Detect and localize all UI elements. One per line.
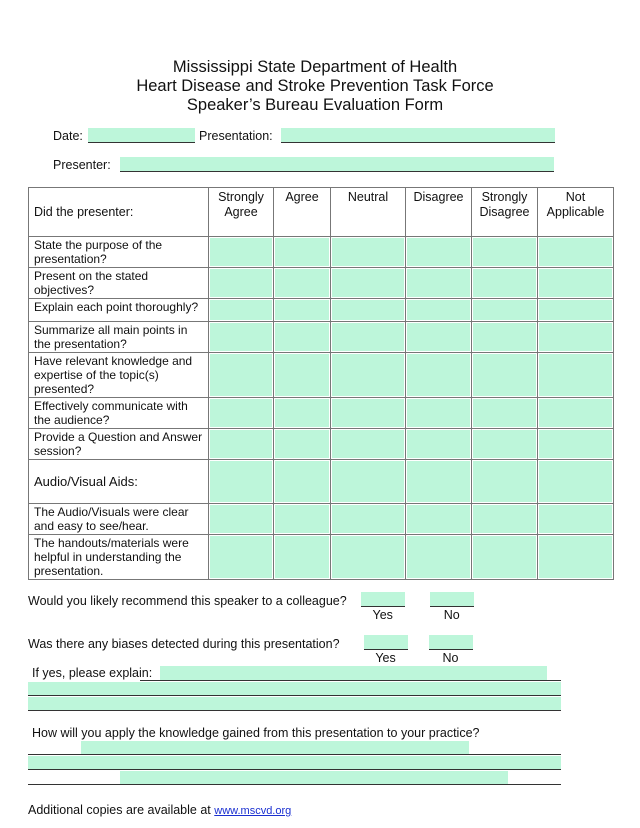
rating-cell[interactable]: [472, 398, 538, 429]
rating-cell[interactable]: [472, 353, 538, 398]
rating-cell[interactable]: [331, 429, 406, 460]
footer-label: Additional copies are available at: [28, 803, 211, 817]
rating-cell[interactable]: [331, 237, 406, 268]
presentation-label: Presentation:: [199, 129, 273, 143]
explain-field-1[interactable]: [160, 666, 547, 680]
recommend-yes-label: Yes: [372, 608, 393, 622]
rating-cell[interactable]: [538, 299, 614, 322]
rating-field[interactable]: [332, 536, 404, 578]
bias-question: Was there any biases detected during this presentation?: [28, 637, 340, 651]
rating-field[interactable]: [539, 354, 612, 396]
rating-field[interactable]: [210, 399, 272, 427]
row-question: Present on the stated objectives?: [29, 268, 209, 299]
rating-field[interactable]: [332, 354, 404, 396]
rating-cell[interactable]: [406, 398, 472, 429]
rating-field[interactable]: [210, 430, 272, 458]
rating-field[interactable]: [473, 323, 536, 351]
row-question: Explain each point thoroughly?: [29, 299, 209, 322]
table-row: [29, 237, 614, 268]
recommend-no-field[interactable]: [430, 592, 474, 607]
rating-field[interactable]: [473, 238, 536, 266]
table-row: [29, 429, 614, 460]
rating-field[interactable]: [332, 461, 404, 502]
rating-field[interactable]: [275, 238, 329, 266]
rating-cell[interactable]: [331, 268, 406, 299]
rating-field[interactable]: [210, 269, 272, 297]
rating-field[interactable]: [539, 269, 612, 297]
rating-field[interactable]: [539, 300, 612, 320]
rating-field[interactable]: [210, 238, 272, 266]
rating-field[interactable]: [407, 238, 470, 266]
rating-field[interactable]: [332, 269, 404, 297]
rating-cell[interactable]: [406, 268, 472, 299]
rating-field[interactable]: [473, 461, 536, 502]
form-body: [28, 187, 613, 819]
rating-cell[interactable]: [331, 460, 406, 504]
rating-cell[interactable]: [472, 299, 538, 322]
rating-cell[interactable]: [406, 353, 472, 398]
bias-row: [28, 635, 613, 666]
rating-field[interactable]: [332, 238, 404, 266]
title-line-1: Mississippi State Department of Health: [172, 58, 458, 76]
rating-field[interactable]: [473, 430, 536, 458]
column-header: Strongly Disagree: [472, 188, 538, 237]
recommend-row: [28, 592, 613, 623]
rating-field[interactable]: [473, 269, 536, 297]
rating-field[interactable]: [473, 505, 536, 533]
table-row: [29, 504, 614, 535]
recommend-yes: [361, 592, 405, 623]
rating-cell[interactable]: [331, 353, 406, 398]
rating-field[interactable]: [473, 354, 536, 396]
rating-cell[interactable]: [406, 299, 472, 322]
rating-field[interactable]: [407, 269, 470, 297]
recommend-no: [430, 592, 474, 623]
rating-field[interactable]: [407, 323, 470, 351]
recommend-yes-field[interactable]: [361, 592, 405, 607]
rating-cell[interactable]: [274, 429, 331, 460]
rating-cell[interactable]: [209, 398, 274, 429]
rating-cell[interactable]: [331, 535, 406, 580]
bias-yes-label: Yes: [375, 651, 396, 665]
rating-cell[interactable]: [538, 322, 614, 353]
row-question: Summarize all main points in the presentation?: [29, 322, 209, 353]
rating-field[interactable]: [332, 300, 404, 320]
table-row: [29, 460, 614, 504]
rating-field[interactable]: [407, 505, 470, 533]
rating-cell[interactable]: [209, 237, 274, 268]
row-question: The handouts/materials were helpful in understanding the presentation.: [29, 535, 209, 580]
row-question: The Audio/Visuals were clear and easy to see/hear.: [29, 504, 209, 535]
rating-field[interactable]: [275, 399, 329, 427]
rating-cell[interactable]: [209, 299, 274, 322]
rating-field[interactable]: [275, 505, 329, 533]
rating-cell[interactable]: [406, 460, 472, 504]
rating-cell[interactable]: [274, 237, 331, 268]
column-header: Not Applicable: [538, 188, 614, 237]
rating-cell[interactable]: [274, 353, 331, 398]
column-header: Disagree: [406, 188, 472, 237]
rating-field[interactable]: [332, 323, 404, 351]
rating-cell[interactable]: [274, 535, 331, 580]
recommend-no-label: No: [443, 608, 460, 622]
rating-cell[interactable]: [538, 237, 614, 268]
header-did-the-presenter: Did the presenter:: [29, 188, 209, 237]
apply-field-1[interactable]: [81, 741, 469, 754]
rating-cell[interactable]: [274, 398, 331, 429]
column-header: Neutral: [331, 188, 406, 237]
rating-cell[interactable]: [472, 429, 538, 460]
rating-cell[interactable]: [472, 535, 538, 580]
rating-field[interactable]: [539, 238, 612, 266]
rating-cell[interactable]: [538, 429, 614, 460]
rating-field[interactable]: [275, 430, 329, 458]
table-row: [29, 322, 614, 353]
rating-field[interactable]: [539, 399, 612, 427]
rating-field[interactable]: [210, 505, 272, 533]
apply-underline-3: [28, 784, 561, 785]
date-label: Date:: [53, 129, 83, 143]
rating-field[interactable]: [275, 354, 329, 396]
rating-cell[interactable]: [538, 535, 614, 580]
rating-cell[interactable]: [472, 237, 538, 268]
rating-cell[interactable]: [538, 460, 614, 504]
rating-field[interactable]: [332, 399, 404, 427]
row-question: Have relevant knowledge and expertise of the topic(s) presented?: [29, 353, 209, 398]
recommend-question: Would you likely recommend this speaker to a colleague?: [28, 594, 347, 608]
footer-text: [28, 803, 613, 819]
rating-cell[interactable]: [209, 504, 274, 535]
rating-cell[interactable]: [209, 460, 274, 504]
rating-field[interactable]: [210, 323, 272, 351]
rating-cell[interactable]: [209, 429, 274, 460]
website-link[interactable]: www.mscvd.org: [214, 805, 292, 817]
rating-cell[interactable]: [472, 460, 538, 504]
apply-field-3[interactable]: [120, 771, 508, 784]
title-line-3: Speaker’s Bureau Evaluation Form: [186, 96, 444, 114]
column-header: Agree: [274, 188, 331, 237]
rating-cell[interactable]: [406, 504, 472, 535]
table-row: [29, 535, 614, 580]
table-row: [29, 299, 614, 322]
rating-field[interactable]: [407, 461, 470, 502]
rating-field[interactable]: [539, 461, 612, 502]
rating-field[interactable]: [407, 399, 470, 427]
rating-cell[interactable]: [209, 535, 274, 580]
rating-cell[interactable]: [274, 504, 331, 535]
rating-cell[interactable]: [209, 322, 274, 353]
rating-field[interactable]: [473, 536, 536, 578]
rating-cell[interactable]: [209, 353, 274, 398]
rating-cell[interactable]: [274, 268, 331, 299]
rating-field[interactable]: [275, 323, 329, 351]
explain-underline: [140, 680, 561, 681]
explain-field-3[interactable]: [28, 697, 561, 711]
explain-label: If yes, please explain:: [32, 666, 153, 680]
explain-block: [28, 666, 613, 712]
rating-cell[interactable]: [538, 268, 614, 299]
column-header: Strongly Agree: [209, 188, 274, 237]
table-row: [29, 398, 614, 429]
evaluation-table: [28, 187, 614, 580]
apply-field-2[interactable]: [28, 756, 561, 770]
rating-field[interactable]: [407, 354, 470, 396]
rating-field[interactable]: [407, 430, 470, 458]
rating-cell[interactable]: [274, 299, 331, 322]
presenter-label: Presenter:: [53, 158, 111, 172]
rating-cell[interactable]: [331, 299, 406, 322]
table-row: [29, 268, 614, 299]
rating-field[interactable]: [473, 300, 536, 320]
rating-field[interactable]: [332, 430, 404, 458]
rating-field[interactable]: [407, 300, 470, 320]
rating-cell[interactable]: [538, 398, 614, 429]
rating-field[interactable]: [539, 536, 612, 578]
date-field[interactable]: [88, 128, 195, 143]
bias-yes-field[interactable]: [364, 635, 408, 650]
presentation-field[interactable]: [281, 128, 555, 143]
table-header-row: [29, 188, 614, 237]
rating-field[interactable]: [210, 300, 272, 320]
row-question: State the purpose of the presentation?: [29, 237, 209, 268]
rating-field[interactable]: [275, 461, 329, 502]
rating-cell[interactable]: [406, 429, 472, 460]
rating-field[interactable]: [539, 505, 612, 533]
presenter-field[interactable]: [120, 157, 554, 172]
rating-cell[interactable]: [331, 322, 406, 353]
rating-cell[interactable]: [472, 504, 538, 535]
row-question: Effectively communicate with the audience?: [29, 398, 209, 429]
rating-cell[interactable]: [472, 268, 538, 299]
bias-no-field[interactable]: [429, 635, 473, 650]
rating-field[interactable]: [275, 300, 329, 320]
rating-field[interactable]: [275, 269, 329, 297]
rating-cell[interactable]: [538, 504, 614, 535]
apply-block: [28, 741, 613, 789]
rating-cell[interactable]: [209, 268, 274, 299]
rating-cell[interactable]: [274, 460, 331, 504]
rating-cell[interactable]: [331, 398, 406, 429]
apply-question: How will you apply the knowledge gained from this presentation to your practice?: [32, 726, 480, 740]
rating-cell[interactable]: [406, 322, 472, 353]
rating-cell[interactable]: [274, 322, 331, 353]
rating-field[interactable]: [407, 536, 470, 578]
rating-field[interactable]: [332, 505, 404, 533]
row-question: Audio/Visual Aids:: [29, 460, 209, 504]
bias-no: [429, 635, 473, 666]
rating-field[interactable]: [210, 354, 272, 396]
rating-field[interactable]: [539, 323, 612, 351]
explain-field-2[interactable]: [28, 682, 561, 696]
rating-field[interactable]: [473, 399, 536, 427]
bias-no-label: No: [442, 651, 459, 665]
row-question: Provide a Question and Answer session?: [29, 429, 209, 460]
rating-field[interactable]: [210, 461, 272, 502]
title-line-2: Heart Disease and Stroke Prevention Task Force: [136, 77, 494, 95]
rating-field[interactable]: [275, 536, 329, 578]
table-row: [29, 353, 614, 398]
bias-yes: [364, 635, 408, 666]
rating-cell[interactable]: [538, 353, 614, 398]
rating-cell[interactable]: [472, 322, 538, 353]
apply-underline-1: [28, 754, 561, 755]
rating-cell[interactable]: [406, 535, 472, 580]
rating-field[interactable]: [539, 430, 612, 458]
rating-field[interactable]: [210, 536, 272, 578]
rating-cell[interactable]: [331, 504, 406, 535]
rating-cell[interactable]: [406, 237, 472, 268]
